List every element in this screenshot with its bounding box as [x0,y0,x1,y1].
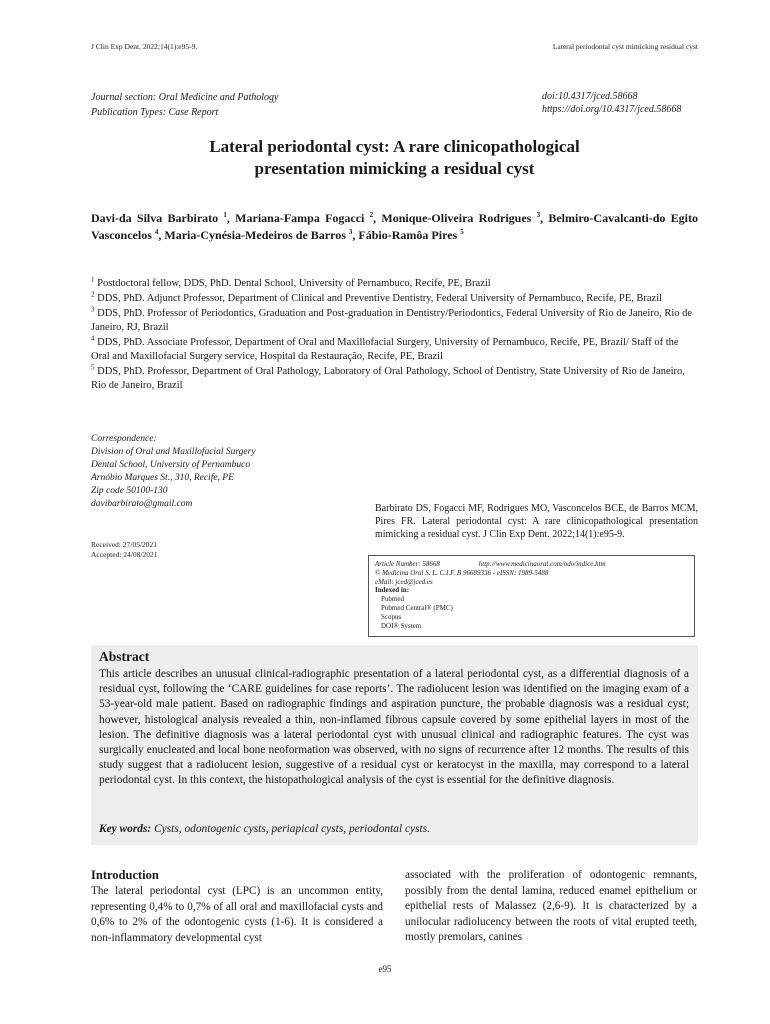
affiliation-item [91,292,698,306]
index-item: Scopus [381,612,402,621]
correspondence-line: Division of Oral and Maxillofacial Surgery [91,447,256,457]
affiliation-text: DDS, PhD. Associate Professor, Department of Oral and Maxillofacial Surgery, University of Pernambuco, Recife, PE, Brazil/ Staff of the Oral and Maxillofacial Surgery service, Hospital da Restauração, Recife, PE, Brazil [91,337,679,362]
author-name: Belmiro-Cavalcanti-do Egito Vasconcelos [91,211,699,242]
received-date: Received: 27/05/2021 [91,540,158,549]
affiliation-number: 3 [91,305,95,314]
article-number: Article Number: 58668 [375,560,440,568]
author-separator: , [158,228,165,242]
author-affiliation-number: 5 [460,228,464,236]
correspondence [91,433,256,511]
indexed-label: Indexed in: [375,586,410,595]
index-item: Pubmed Central® (PMC) [381,603,453,612]
keywords [99,823,430,835]
affiliation-item [91,336,698,364]
correspondence-line: Dental School, University of Pernambuco [91,460,251,470]
introduction-right-column: associated with the proliferation of odontogenic remnants, possibly from the dental lamina, reduced enamel epithelium or epithelial rests of Malassez (2,6-9). It is characterized by a unilocular radiolucency between the roots of vital erupted teeth, mostly premolars, canines [405,869,697,944]
doi-link[interactable]: https://doi.org/10.4317/jced.58668 [542,104,682,115]
affiliations [91,277,698,394]
author-affiliation-number: 1 [223,211,227,219]
author-name: Fábio-Ramôa Pires [358,228,461,242]
affiliation-item [91,307,698,335]
affiliation-number: 2 [91,290,95,299]
accepted-date: Accepted: 24/08/2021 [91,549,158,559]
abstract-text: This article describes an unusual clinical-radiographic presentation of a lateral periodontal cyst, as a differential diagnosis of a residual cyst, following the ‘CARE guidelines for case reports’. The radiolucent lesion was identified on the imaging exam of a 53-year-old male patient. Based on radiographic findings and aspiration puncture, the probable diagnosis was a residual cyst; however, histological analysis revealed a thin, non-inflamed fibrous capsule covered by some epithelial layers in most of the lesion. The definitive diagnosis was a lateral periodontal cyst with unusual clinical and radiographic features. The cyst was surgically enucleated and local bone neoformation was observed, with no signs of recurrence after 12 months. The results of this study suggest that a radiolucent lesion, suggestive of a residual cyst or keratocyst in the maxilla, may correspond to a lateral periodontal cyst. In this context, the histopathological analysis of the cyst is essential for the definitive diagnosis. [99,668,689,787]
author-affiliation-number: 3 [348,228,353,236]
index-list [375,595,688,630]
keywords-label: Key words: [99,823,152,835]
article-info-box [368,555,695,637]
author-name: Davi-da Silva Barbirato [91,211,224,225]
author-name: Maria-Cynésia-Medeiros de Barros [164,228,349,242]
author-name: Mariana-Fampa Fogacci [235,211,370,225]
affiliation-text: DDS, PhD. Professor of Periodontics, Graduation and Post-graduation in Dentistry/Periodontics, Federal University of Rio de Janeiro, Rio de Janeiro, RJ, Brazil [91,308,693,333]
contact-email[interactable]: eMail: jced@jced.es [375,577,433,586]
correspondence-email[interactable]: davibarbirato@gmail.com [91,499,193,509]
author-separator: , [540,211,549,225]
affiliation-number: 4 [91,334,95,343]
keywords-text: Cysts, odontogenic cysts, periapical cysts, periodontal cysts. [154,823,430,835]
affiliation-item [91,365,698,393]
doi: doi:10.4317/jced.58668 [542,91,638,102]
author-affiliation-number: 2 [369,211,374,219]
author-list [91,210,698,244]
running-header-left: J Clin Exp Dent. 2022;14(1):e95-9. [91,42,198,51]
correspondence-line: Zip code 50100-130 [91,486,168,496]
index-item: DOI® System [381,621,422,630]
introduction-heading: Introduction [91,868,159,882]
affiliation-text: Postdoctoral fellow, DDS, PhD. Dental School, University of Pernambuco, Recife, PE, Brazil [94,278,491,289]
author-affiliation-number: 4 [154,228,159,236]
paper-title: Lateral periodontal cyst: A rare clinicopathological presentation mimicking a residual cyst [209,137,580,178]
affiliation-text: DDS, PhD. Professor, Department of Oral Pathology, Laboratory of Oral Pathology, School of Dentistry, State University of Rio de Janeiro, Rio de Janeiro, Brazil [91,366,685,391]
index-item: Pubmed [381,595,404,604]
affiliation-text: DDS, PhD. Adjunct Professor, Department of Clinical and Preventive Dentistry, Federal University of Pernambuco, Recife, PE, Brazil [94,293,663,304]
affiliation-item [91,277,698,291]
affiliation-number: 1 [91,275,95,284]
journal-section: Journal section: Oral Medicine and Pathology [91,92,279,103]
introduction-left-column: The lateral periodontal cyst (LPC) is an uncommon entity, representing 0,4% to 0,7% of all oral and maxillofacial cysts and 0,6% to 2% of the odontogenic cysts (1-6). It is considered a non-inflammatory developmental cyst [91,885,383,944]
publication-type: Publication Types: Case Report [91,107,219,118]
dates [91,540,157,559]
author-separator: , [352,228,359,242]
affiliation-number: 5 [91,363,95,372]
citation: Barbirato DS, Fogacci MF, Rodrigues MO, Vasconcelos BCE, de Barros MCM, Pires FR. Lateral periodontal cyst: A rare clinicopathological presentation mimicking a residual cyst. J Clin Exp Dent. 2022;14(1):e95-9. [375,503,698,540]
page-number: e95 [378,964,392,974]
copyright: © Medicina Oral S. L. C.I.F. B 96689336 - eISSN: 1989-5488 [375,568,549,577]
author-affiliation-number: 3 [536,211,541,219]
running-header-right: Lateral periodontal cyst mimicking residual cyst [552,42,698,51]
correspondence-line: Correspondence: [91,434,157,444]
abstract-heading: Abstract [99,649,150,664]
correspondence-line: Arnóbio Marques St., 310, Recife, PE [91,473,234,483]
article-meta [91,90,278,120]
author-separator: , [373,211,382,225]
author-separator: , [226,211,236,225]
doi-block [542,90,681,116]
journal-url[interactable]: http://www.medicinaoral.com/odo/indice.htm [478,560,606,568]
author-name: Monique-Oliveira Rodrigues [381,211,537,225]
